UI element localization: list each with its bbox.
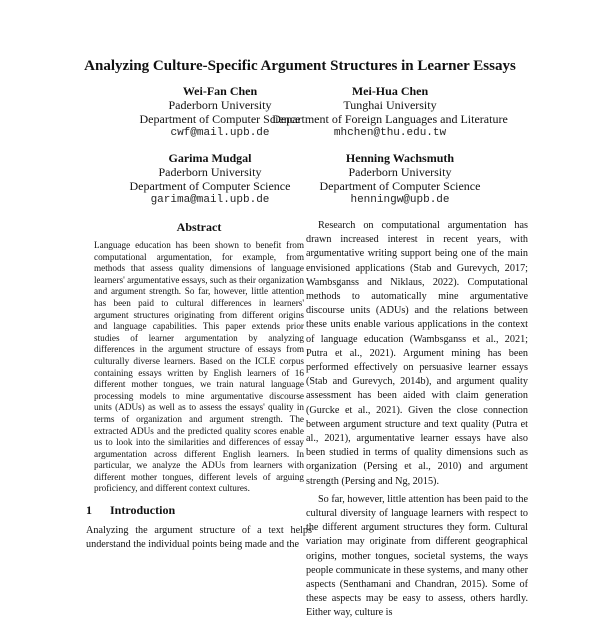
author-department: Department of Foreign Languages and Literature — [272, 112, 508, 126]
paragraph: Analyzing the argument structure of a text helps understand the individual points being made and the — [86, 525, 312, 551]
abstract-text: Language education has been shown to benefit from computational argumentation, for example, from methods that assess quality dimensions of language learners' argumentative essays, such as their organization and argument strength. So far, however, little attention has been paid to cultural differences in learners' argument structures originating from different origins and language capabilities. This paper extends prior studies of learner argumentation by analyzing differences in the argument structure of essays from culturally diverse learners. Based on the ICLE corpus containing essays written by English learners of 16 different mother tongues, we train natural language processing models to mine argumentative discourse units (ADUs) as well as to assess the essays' quality in terms of organization and argument strength. The extracted ADUs and the predicted quality scores enable us to look into the similarities and differences of essay argumentation across different English learners. In particular, we analyze the ADUs from learners with different mother tongues, different levels of arguing proficiency, and different context cultures. — [94, 240, 304, 494]
author-department: Department of Computer Science — [129, 179, 291, 193]
author-email[interactable]: mhchen@thu.edu.tw — [333, 127, 447, 139]
right-column — [306, 219, 528, 619]
author-department: Department of Computer Science — [319, 179, 481, 193]
abstract-heading: Abstract — [176, 220, 222, 234]
section-number: 1 — [86, 503, 92, 518]
author-university: Paderborn University — [348, 165, 452, 179]
paragraph: Research on computational argumentation has drawn increased interest in recent years, with argumentative writing support being one of the main envisioned applications (Stab and Gurevych, 2017; Wambsganss and Niklaus, 2022). Computational methods to automatically mine argumentative discourse units (ADUs) and the relations between these units enable various applications in the context of language education (Wambsganss et al., 2021; Putra et al., 2021). Argument mining has been performed effectively on persuasive learner essays (Stab and Gurevych, 2014b), and argument quality assessment has been aided with claim generation (Gurcke et al., 2021). Given the close connection between argument structure and text quality (Putra et al., 2021), argumentative learner essays have also been studied in terms of quality dimensions such as organization (Persing et al., 2010) and argument strength (Persing and Ng, 2015). — [306, 220, 528, 487]
author-name: Mei-Hua Chen — [351, 84, 429, 98]
author-department: Department of Computer Science — [139, 112, 301, 126]
section-heading-introduction — [86, 503, 312, 518]
paragraph: So far, however, little attention has been paid to the cultural diversity of language learners with respect to the different argument structures they form. Cultural variation may originate from different geographical origins, mother tongues, societal systems, the ways people communicate in these systems, and many other aspects (Senthamani and Chandran, 2015). Some of these aspects may be easy to assess, others hardly. Either way, culture is — [306, 493, 528, 619]
author-block — [280, 151, 520, 207]
author-email[interactable]: cwf@mail.upb.de — [170, 127, 270, 139]
author-email[interactable]: henningw@upb.de — [350, 194, 450, 206]
author-name: Garima Mudgal — [168, 151, 252, 165]
author-university: Paderborn University — [158, 165, 262, 179]
author-university: Tunghai University — [343, 98, 437, 112]
author-email[interactable]: garima@mail.upb.de — [150, 194, 270, 206]
author-name: Wei-Fan Chen — [182, 84, 258, 98]
introduction-text — [86, 524, 312, 551]
left-column — [86, 220, 312, 551]
section-title: Introduction — [110, 503, 176, 518]
author-university: Paderborn University — [168, 98, 272, 112]
author-block — [270, 84, 510, 140]
author-name: Henning Wachsmuth — [345, 151, 455, 165]
paper-title: Analyzing Culture-Specific Argument Structures in Learner Essays — [84, 58, 516, 74]
